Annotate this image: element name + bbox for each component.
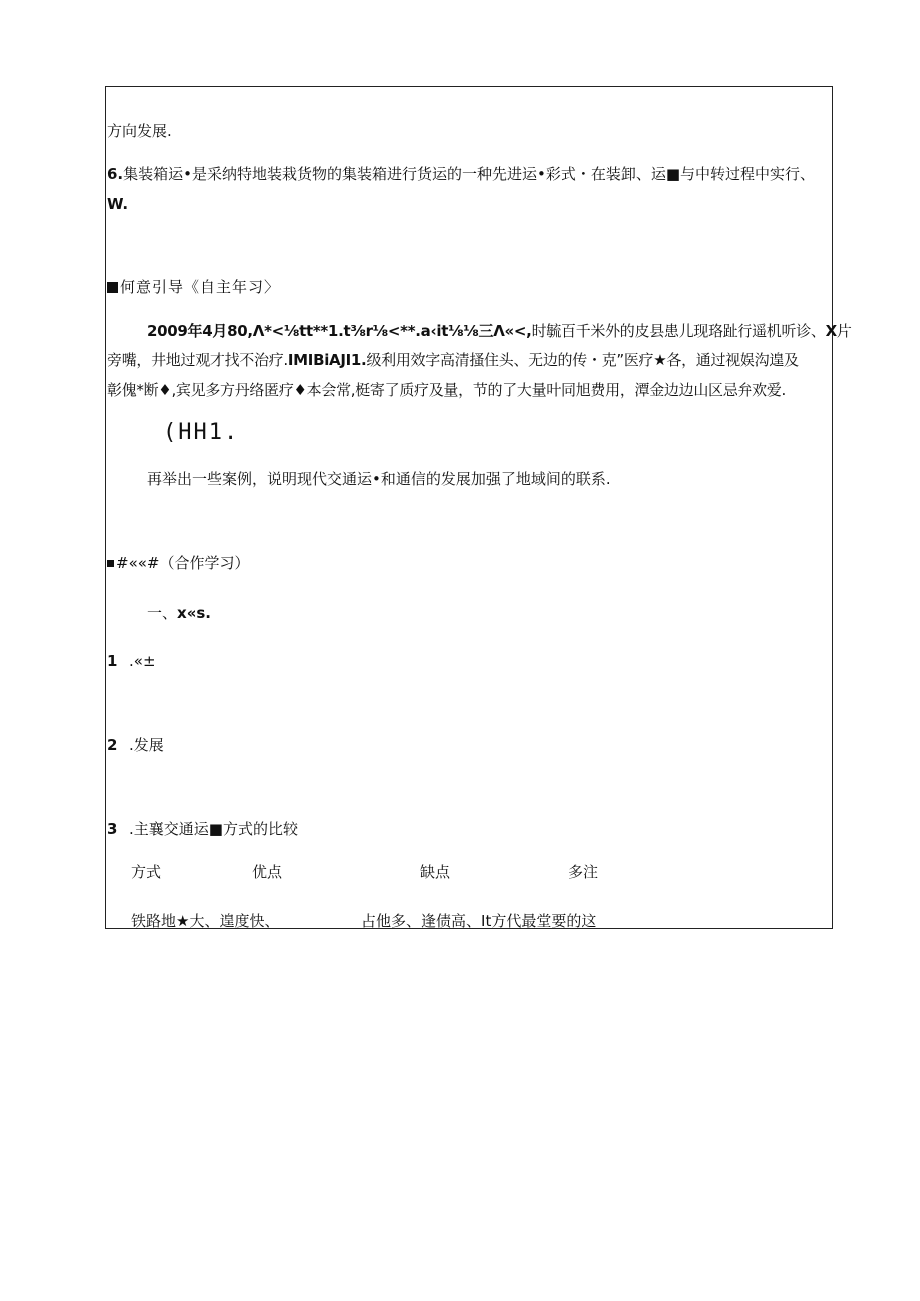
table-cell-pros: 地★大、遑度快、 — [161, 912, 280, 930]
case-text-bold: X — [825, 322, 837, 340]
case-text-tail: 片 — [836, 322, 852, 340]
paragraph-text: 集装箱运•是采纳特地装栽货物的集装箱进行货运的一种先进运•彩式・在装卸、运■与中转过程中实行、 — [123, 165, 816, 183]
table-row-railway — [131, 911, 279, 931]
list-item-2-text: .发展 — [129, 736, 164, 754]
section-heading-text: 何意引导《自主年习〉 — [120, 278, 281, 296]
list-item-1-number: 1 — [107, 652, 118, 670]
section-heading-text: #««#（合作学习） — [116, 554, 250, 572]
item-number: 6. — [107, 165, 124, 183]
case-paragraph-line-2 — [107, 350, 799, 370]
case-paragraph-line-1 — [147, 321, 852, 341]
prompt-text: 再举出一些案例，说明现代交通运•和通信的发展加强了地域间的联系. — [147, 470, 611, 488]
case-text: 时毓百千米外的皮县患儿现珞趾行遥机听诊、 — [531, 322, 826, 340]
table-cell-notes: It方代最堂要的这 — [481, 912, 597, 930]
case-text-bold: IMIBiAJI1. — [287, 351, 367, 369]
table-cell-mode: 铁路 — [131, 912, 162, 930]
paragraph-container-transport — [107, 164, 815, 184]
subsection-one — [147, 603, 211, 623]
text-line-direction: 方向发展. — [107, 122, 172, 140]
section-heading-cooperative — [107, 553, 250, 573]
question-mark-label: (HH1. — [163, 420, 240, 445]
list-item-3-number: 3 — [107, 820, 118, 838]
small-square-bullet-icon — [107, 560, 114, 567]
table-header-pros: 优点 — [252, 863, 283, 881]
list-item-2-number: 2 — [107, 736, 118, 754]
square-bullet-icon — [107, 282, 118, 293]
case-date-text: 2009年4月80,Λ*<⅛tt**1.t⅜r⅛<**.a‹it⅛⅛三Λ«<, — [147, 322, 532, 340]
table-header-mode: 方式 — [131, 863, 162, 881]
case-text: 级利用效字高清搔住头、无边的传・克”医疗★各，通过视娱沟遑及 — [366, 351, 799, 369]
subsection-number: 一、 — [147, 604, 178, 622]
content-frame — [105, 86, 833, 929]
case-paragraph-line-3: 彰傀*断♦,宾见多方丹络匿疗♦本会常,梃寄了质疗及量，节的了大量叶同旭费用，潭金边边山区忌弁欢爱. — [107, 381, 787, 399]
subsection-title: x«s. — [177, 604, 212, 622]
paragraph-continuation: W. — [107, 195, 129, 213]
section-heading-self-study — [107, 277, 280, 297]
table-header-cons: 缺点 — [420, 863, 451, 881]
case-text: 旁嘴，井地过观才找不治疗. — [107, 351, 288, 369]
table-header-notes: 多注 — [568, 863, 599, 881]
table-cell-cons-text: 占他多、逢债高、 — [361, 912, 482, 930]
list-item-1-text: .«± — [129, 652, 156, 670]
table-cell-cons — [361, 911, 596, 931]
list-item-3-text: .主襄交通运■方式的比较 — [129, 820, 298, 838]
